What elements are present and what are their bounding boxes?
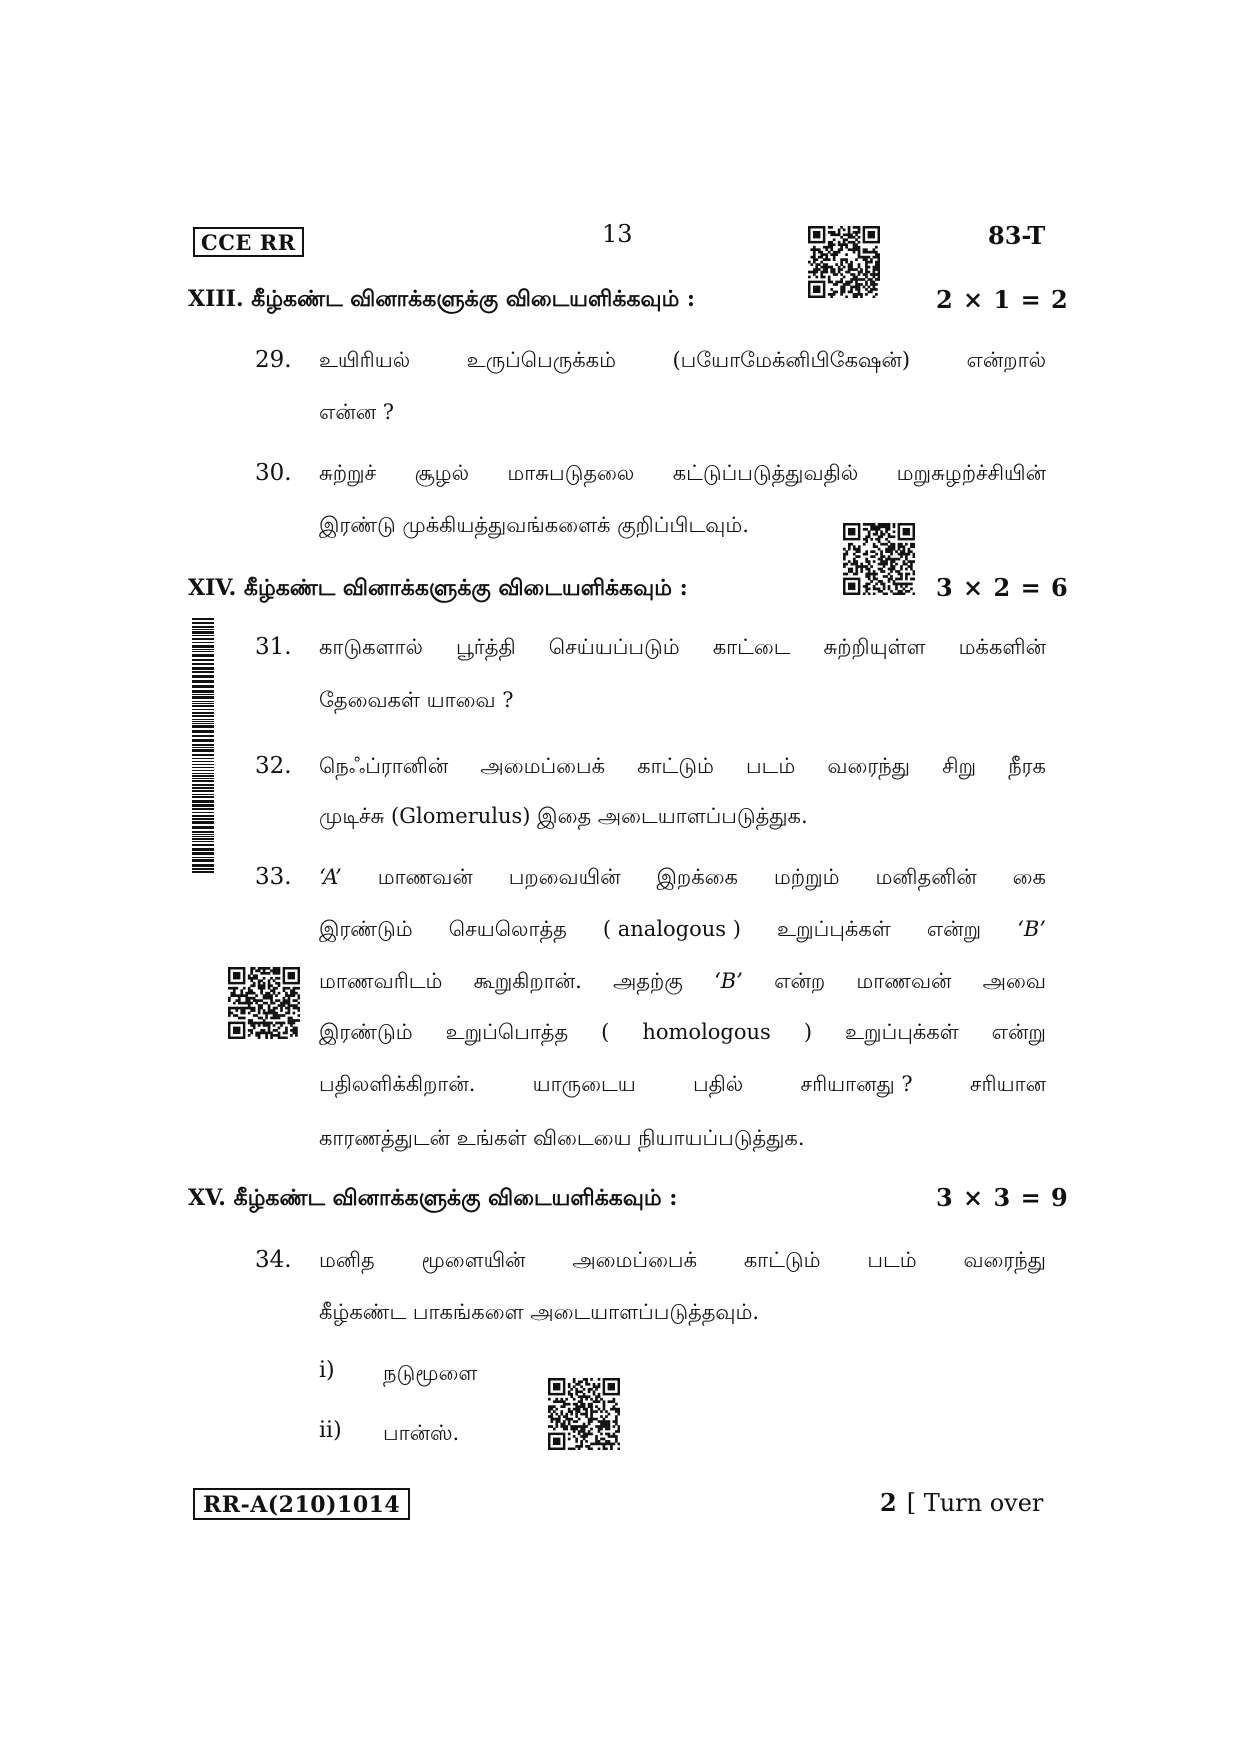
question-line (319, 1072, 1046, 1099)
word: அமைப்பைக் (572, 1248, 697, 1272)
question-number: 31. (255, 634, 292, 660)
question-line (319, 1126, 805, 1153)
barcode-bar (192, 794, 214, 795)
subitem-text (383, 1361, 477, 1388)
section-marks: 3 × 2 = 6 (936, 573, 1069, 602)
word: காட்டும் (743, 1248, 821, 1272)
barcode-bar (192, 848, 214, 851)
barcode-bar (192, 626, 214, 628)
question-line (319, 688, 514, 715)
question-line (319, 1020, 1046, 1047)
word: இரண்டு முக்கியத்துவங்களைக் குறிப்பிடவும். (319, 513, 749, 537)
side-barcode (192, 618, 214, 874)
word: சரியானது ? (800, 1072, 913, 1096)
section-instruction: கீழ்கண்ட வினாக்களுக்கு விடையளிக்கவும் : (233, 1185, 678, 1211)
header-code-box (193, 227, 304, 257)
word: காட்டும் (637, 754, 714, 778)
subitem-label: i) (319, 1358, 335, 1383)
barcode-bar (192, 834, 214, 835)
word: பதிலளிக்கிறான். (319, 1072, 476, 1096)
barcode-bar (192, 758, 214, 759)
question-line (319, 754, 1046, 781)
word: மனித (319, 1248, 375, 1272)
section-heading-xv (188, 1185, 677, 1214)
question-line (319, 635, 1046, 662)
barcode-bar (192, 749, 214, 752)
word: சுற்றுச் (319, 461, 377, 485)
word: உறுப்புக்கள் (777, 917, 891, 941)
word: இரண்டும் (319, 917, 413, 941)
word: யாருடைய (532, 1072, 636, 1096)
footer-page: 2 (880, 1488, 897, 1517)
word: ) (803, 1020, 813, 1044)
section-heading-xiv (188, 575, 688, 604)
barcode-bar (192, 654, 214, 657)
section-roman: XIV. (188, 575, 237, 601)
barcode-bar (192, 800, 214, 803)
word: மூளையின் (421, 1248, 526, 1272)
barcode-bar (192, 651, 214, 652)
word: (பயோமேக்னிபிகேஷன்) (672, 348, 911, 372)
barcode-bar (192, 715, 214, 717)
barcode-bar (192, 770, 214, 771)
footer-code-box (193, 1488, 410, 1520)
word: அவை (982, 969, 1046, 993)
barcode-bar (192, 635, 214, 636)
word: அதற்கு (613, 969, 683, 993)
word: உயிரியல் (319, 348, 411, 372)
word: காடுகளால் (319, 635, 423, 659)
barcode-bar (192, 685, 214, 688)
word: மற்றும் (773, 865, 840, 889)
question-line (319, 348, 1046, 375)
word: பான்ஸ். (383, 1421, 460, 1445)
barcode-bar (192, 631, 214, 634)
word: செயலொத்த (448, 917, 567, 941)
barcode-bar (192, 826, 214, 829)
word: படம் (746, 754, 796, 778)
header-code: CCE RR (201, 230, 296, 255)
barcode-bar (192, 642, 214, 643)
barcode-bar (192, 838, 214, 840)
word: உறுப்பொத்த (445, 1020, 569, 1044)
barcode-bar (192, 725, 214, 728)
question-line (319, 513, 749, 540)
paper-code: 83-T (988, 221, 1046, 250)
barcode-bar (192, 663, 214, 665)
word: வரைந்து (963, 1248, 1046, 1272)
barcode-bar (192, 694, 214, 695)
barcode-bar (192, 696, 214, 699)
question-line (319, 461, 1046, 488)
question-number: 33. (255, 864, 292, 890)
word: கூறுகிறான். (473, 969, 582, 993)
subitem-label: ii) (319, 1418, 342, 1443)
word: கை (1012, 865, 1046, 889)
word: ‘B’ (714, 969, 743, 993)
barcode-bar (192, 723, 214, 724)
word: கீழ்கண்ட பாகங்களை அடையாளப்படுத்தவும். (319, 1300, 760, 1324)
barcode-bar (192, 721, 214, 722)
word: ( analogous ) (602, 917, 741, 941)
footer-turn-over (880, 1488, 1043, 1517)
barcode-bar (192, 868, 214, 870)
barcode-bar (192, 618, 214, 620)
word: என்றால் (966, 348, 1046, 372)
barcode-bar (192, 773, 214, 774)
subitem-text (383, 1421, 459, 1448)
word: மனிதனின் (875, 865, 977, 889)
barcode-bar (192, 719, 214, 720)
barcode-bar (192, 871, 214, 873)
question-line (319, 1300, 759, 1327)
barcode-bar (192, 739, 214, 742)
barcode-bar (192, 747, 214, 748)
barcode-bar (192, 775, 214, 777)
word: தேவைகள் யாவை ? (319, 688, 514, 712)
section-instruction: கீழ்கண்ட வினாக்களுக்கு விடையளிக்கவும் : (251, 286, 696, 312)
word: சூழல் (414, 461, 470, 485)
word: ‘A’ (319, 865, 342, 889)
question-line (319, 804, 808, 831)
word: உறுப்புக்கள் (845, 1020, 959, 1044)
barcode-bar (192, 767, 214, 768)
qr-code-middle (843, 523, 915, 595)
turn-over-text: [ Turn over (906, 1489, 1044, 1517)
barcode-bar (192, 730, 214, 733)
barcode-bar (192, 667, 214, 670)
barcode-bar (192, 761, 214, 762)
word: இறக்கை (656, 865, 738, 889)
word: பூர்த்தி (456, 635, 516, 659)
word: பதில் (692, 1072, 744, 1096)
word: ‘B’ (1017, 917, 1046, 941)
word: நெஃப்ரானின் (319, 754, 449, 778)
barcode-bar (192, 622, 214, 624)
barcode-bar (192, 659, 214, 661)
section-instruction: கீழ்கண்ட வினாக்களுக்கு விடையளிக்கவும் : (243, 575, 688, 601)
section-marks: 2 × 1 = 2 (936, 285, 1069, 314)
barcode-bar (192, 836, 214, 837)
word: மாசுபடுதலை (507, 461, 635, 485)
barcode-bar (192, 844, 214, 846)
word: ( (601, 1020, 610, 1044)
word: வரைந்து (827, 754, 910, 778)
section-heading-xiii (188, 286, 695, 315)
page-number: 13 (602, 220, 633, 248)
section-roman: XV. (188, 1185, 226, 1211)
question-line (319, 969, 1046, 996)
barcode-bar (192, 709, 214, 710)
barcode-bar (192, 629, 214, 630)
barcode-bar (192, 818, 214, 820)
question-number: 32. (255, 753, 292, 779)
word: நடுமூளை (383, 1361, 478, 1385)
barcode-bar (192, 857, 214, 858)
barcode-bar (192, 796, 214, 798)
word: சிறு (942, 754, 977, 778)
question-line (319, 1248, 1046, 1275)
word: homologous (642, 1020, 771, 1044)
barcode-bar (192, 787, 214, 789)
barcode-bar (192, 680, 214, 683)
word: அமைப்பைக் (480, 754, 606, 778)
barcode-bar (192, 790, 214, 792)
section-marks: 3 × 3 = 9 (936, 1183, 1069, 1212)
barcode-bar (192, 784, 214, 786)
barcode-bar (192, 859, 214, 862)
word: இரண்டும் (319, 1020, 413, 1044)
barcode-bar (192, 675, 214, 678)
question-number: 30. (255, 460, 292, 486)
barcode-bar (192, 852, 214, 855)
barcode-bar (192, 671, 214, 673)
barcode-bar (192, 638, 214, 640)
footer-code: RR-A(210)1014 (203, 1492, 401, 1518)
barcode-bar (192, 831, 214, 833)
barcode-bar (192, 821, 214, 824)
question-number: 34. (255, 1247, 292, 1273)
barcode-bar (192, 703, 214, 704)
barcode-bar (192, 712, 214, 714)
word: மாணவன் (377, 865, 473, 889)
section-roman: XIII. (188, 286, 244, 312)
word: மக்களின் (958, 635, 1046, 659)
barcode-bar (192, 804, 214, 807)
barcode-bar (192, 744, 214, 746)
word: மறுசுழற்ச்சியின் (896, 461, 1046, 485)
barcode-bar (192, 754, 214, 756)
barcode-bar (192, 735, 214, 737)
word: கட்டுப்படுத்துவதில் (672, 461, 859, 485)
barcode-bar (192, 780, 214, 782)
barcode-bar (192, 841, 214, 842)
word: என்ன ? (319, 400, 395, 424)
qr-code-left (228, 967, 300, 1039)
question-number: 29. (255, 347, 292, 373)
word: சரியான (969, 1072, 1046, 1096)
word: உருப்பெருக்கம் (466, 348, 616, 372)
barcode-bar (192, 649, 214, 650)
barcode-bar (192, 864, 214, 867)
word: முடிச்சு (Glomerulus) இதை அடையாளப்படுத்துக. (319, 804, 808, 828)
barcode-bar (192, 645, 214, 648)
barcode-bar (192, 764, 214, 765)
word: பறவையின் (508, 865, 621, 889)
word: படம் (867, 1248, 917, 1272)
word: என்ற (774, 969, 826, 993)
word: காட்டை (712, 635, 791, 659)
word: நீரக (1008, 754, 1046, 778)
barcode-bar (192, 812, 214, 813)
word: மாணவன் (856, 969, 952, 993)
qr-code-bottom (548, 1378, 620, 1450)
barcode-bar (192, 808, 214, 810)
question-line (319, 400, 394, 427)
question-line (319, 917, 1046, 944)
word: சுற்றியுள்ள (823, 635, 926, 659)
barcode-bar (192, 701, 214, 702)
word: செய்யப்படும் (548, 635, 680, 659)
word: காரணத்துடன் உங்கள் விடையை நியாயப்படுத்துக. (319, 1126, 805, 1150)
word: மாணவரிடம் (319, 969, 443, 993)
qr-code-top (808, 226, 880, 298)
barcode-bar (192, 705, 214, 707)
barcode-bar (192, 690, 214, 693)
barcode-bar (192, 778, 214, 779)
word: என்று (991, 1020, 1046, 1044)
word: என்று (926, 917, 982, 941)
question-line (319, 865, 1046, 892)
barcode-bar (192, 815, 214, 817)
